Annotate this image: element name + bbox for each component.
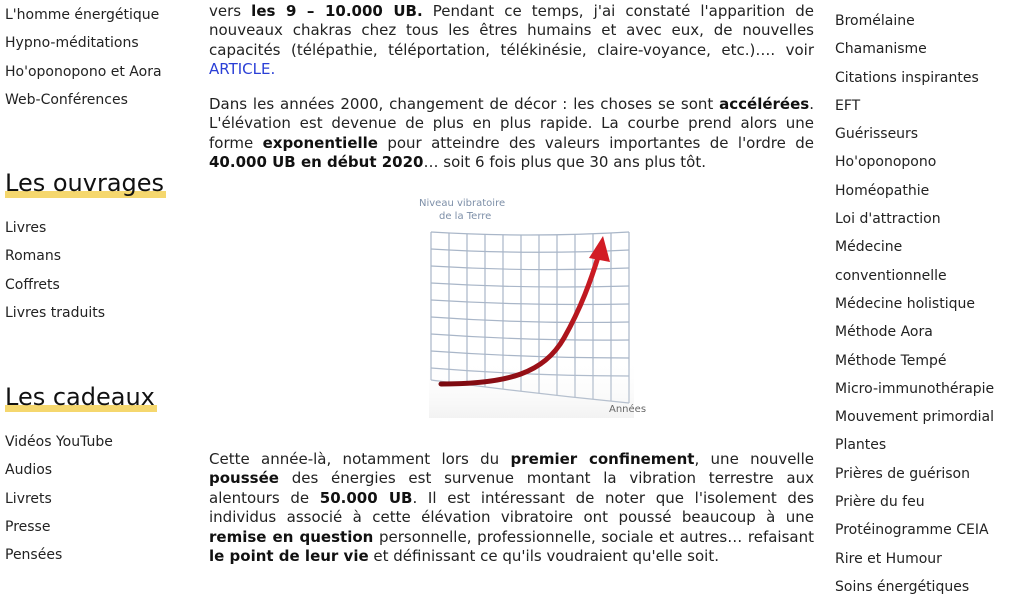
right-sidebar-categories <box>835 7 1024 601</box>
text: . Il est intéressant de noter que l'isolement des individus associé à cette élévation vibratoire ont poussé beaucoup à une <box>209 488 814 527</box>
category-link[interactable]: Méthode Aora <box>835 324 933 341</box>
category-link[interactable]: Plantes <box>835 437 887 454</box>
y-axis-label-line1: Niveau vibratoire <box>419 198 506 209</box>
bold-text: les 9 – 10.000 UB. <box>251 2 423 20</box>
category-link[interactable]: Médecine <box>835 239 903 256</box>
article-link[interactable]: ARTICLE. <box>209 60 276 79</box>
growth-arrowhead <box>589 236 610 262</box>
category-link[interactable]: Citations inspirantes <box>835 69 979 86</box>
category-link[interactable]: Bromélaine <box>835 13 915 29</box>
category-link[interactable]: Chamanisme <box>835 41 927 58</box>
article-paragraph <box>209 95 814 173</box>
article-paragraph <box>209 2 814 80</box>
left-nav-group-ouvrages <box>5 214 105 327</box>
bold-text: 50.000 UB <box>319 488 413 507</box>
category-link[interactable]: Mouvement primordial <box>835 409 994 426</box>
left-nav-item[interactable]: Web-Conférences <box>5 91 128 108</box>
left-nav-item[interactable]: Coffrets <box>5 276 60 293</box>
left-nav-item[interactable]: Livres <box>5 220 47 236</box>
category-link[interactable]: Soins énergétiques <box>835 578 970 595</box>
left-nav-item[interactable]: Presse <box>5 518 51 535</box>
left-nav-group-cadeaux <box>5 428 113 569</box>
text: , une nouvelle <box>694 450 814 468</box>
text: personnelle, professionnelle, sociale et autres… refaisant <box>373 527 814 546</box>
left-nav-item[interactable]: Ho'oponopono et Aora <box>5 63 162 80</box>
left-nav-item[interactable]: Hypno-méditations <box>5 35 139 52</box>
category-link[interactable]: conventionnelle <box>835 267 947 284</box>
bold-text: poussée <box>209 469 279 488</box>
text: Cette année-là, notamment lors du <box>209 450 511 468</box>
category-link[interactable]: Guérisseurs <box>835 126 919 143</box>
category-link[interactable]: Médecine holistique <box>835 295 975 312</box>
left-nav-item[interactable]: Audios <box>5 462 53 479</box>
vibration-growth-figure <box>359 188 679 438</box>
bold-text: premier confinement <box>510 450 695 468</box>
bold-text: 40.000 UB en début 2020 <box>209 153 424 172</box>
left-nav-item[interactable]: Pensées <box>5 547 63 564</box>
section-heading-ouvrages: Les ouvrages <box>5 169 165 197</box>
text: … soit 6 fois plus que 30 ans plus tôt. <box>423 153 707 172</box>
bold-text: accélérées <box>719 95 810 113</box>
category-link[interactable]: Micro-immunothérapie <box>835 380 995 397</box>
category-link[interactable]: Ho'oponopono <box>835 154 937 171</box>
left-nav-item[interactable]: Livres traduits <box>5 304 106 321</box>
left-nav-item[interactable]: L'homme énergétique <box>5 7 160 23</box>
x-axis-label: Années <box>609 404 647 415</box>
bold-text: remise en question <box>209 527 374 546</box>
section-heading-cadeaux: Les cadeaux <box>5 383 155 411</box>
left-nav-item[interactable]: Vidéos YouTube <box>5 434 113 450</box>
category-link[interactable]: Prière du feu <box>835 494 925 511</box>
left-nav-item[interactable]: Romans <box>5 248 62 265</box>
y-axis-label-line2: de la Terre <box>439 211 492 222</box>
text: vers <box>209 2 252 20</box>
text: des énergies est survenue montant la vibration terrestre aux alentours de <box>209 469 814 507</box>
left-nav-group-main <box>5 1 162 114</box>
text: et définissant ce qu'ils voudraient qu'elle soit. <box>368 547 719 566</box>
category-link[interactable]: Méthode Tempé <box>835 352 947 369</box>
category-link[interactable]: Protéinogramme CEIA <box>835 522 989 539</box>
text: pour atteindre des valeurs importantes de l'ordre de <box>377 133 814 152</box>
category-link[interactable]: Loi d'attraction <box>835 211 941 228</box>
left-nav-item[interactable]: Livrets <box>5 490 52 507</box>
bold-text: exponentielle <box>262 133 378 152</box>
text: Pendant ce temps, j'ai constaté l'apparition de nouveaux chakras chez tous les êtres humains et avec eux, de nouvelles capacités (télépathie, téléportation, télékinésie, claire-voyance, etc.)…. voir <box>209 2 815 59</box>
category-link[interactable]: EFT <box>835 97 861 114</box>
category-link[interactable]: Prières de guérison <box>835 465 970 482</box>
category-link[interactable]: Rire et Humour <box>835 550 942 567</box>
category-link[interactable]: Homéopathie <box>835 182 930 199</box>
text: . L'élévation est devenue de plus en plus rapide. La courbe prend alors une forme <box>209 95 814 152</box>
bold-text: le point de leur vie <box>209 547 369 566</box>
article-paragraph <box>209 450 814 566</box>
text: Dans les années 2000, changement de décor : les choses se sont <box>209 95 720 113</box>
